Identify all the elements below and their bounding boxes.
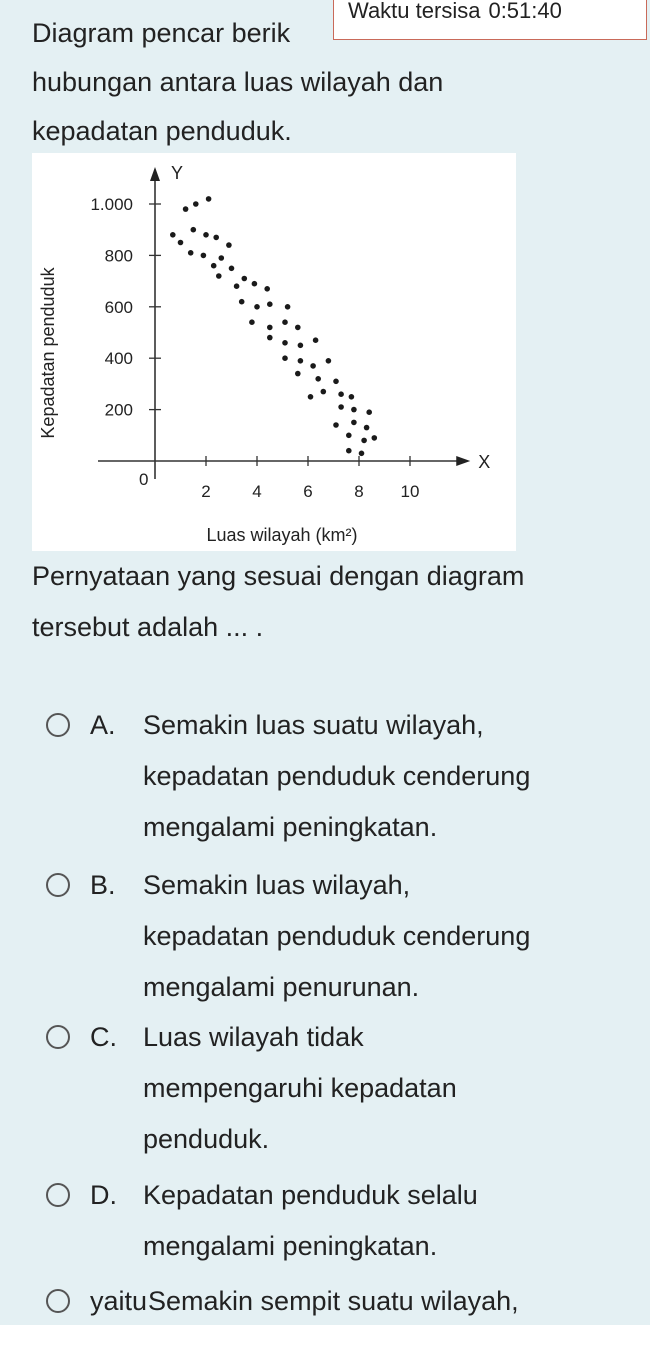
scatter-point bbox=[249, 319, 255, 325]
scatter-point bbox=[338, 391, 344, 397]
question-text-line-3: kepadatan penduduk. bbox=[32, 116, 292, 146]
option-e-line-1: Semakin sempit suatu wilayah, bbox=[148, 1286, 519, 1316]
scatter-point bbox=[191, 227, 197, 233]
x-axis-letter: X bbox=[478, 452, 491, 472]
scatter-point bbox=[285, 304, 291, 310]
scatter-point bbox=[264, 286, 270, 292]
scatter-point bbox=[229, 266, 235, 272]
x-tick-label: 8 bbox=[354, 482, 364, 501]
option-a-line-1: Semakin luas suatu wilayah, bbox=[143, 710, 484, 740]
scatter-point bbox=[178, 240, 184, 246]
option-d-letter: D. bbox=[90, 1180, 117, 1210]
scatter-point bbox=[219, 255, 225, 261]
option-d-radio[interactable] bbox=[46, 1183, 70, 1207]
question-text-line-5: tersebut adalah ... . bbox=[32, 612, 264, 642]
scatter-point bbox=[193, 201, 199, 207]
x-axis-label: Luas wilayah (km²) bbox=[206, 525, 358, 545]
question-text-line-2: hubungan antara luas wilayah dan bbox=[32, 67, 444, 97]
x-tick-label: 10 bbox=[400, 482, 420, 501]
timer-label: Waktu tersisa 0:51:40 bbox=[348, 0, 562, 23]
scatter-point bbox=[183, 206, 189, 212]
scatter-chart-svg bbox=[32, 153, 516, 551]
scatter-point bbox=[295, 325, 301, 331]
y-tick-label: 600 bbox=[104, 297, 133, 317]
option-c-letter: C. bbox=[90, 1022, 117, 1052]
scatter-point bbox=[361, 438, 367, 444]
scatter-point bbox=[333, 422, 339, 428]
option-a-radio[interactable] bbox=[46, 713, 70, 737]
option-b-radio[interactable] bbox=[46, 873, 70, 897]
option-d-line-1: Kepadatan penduduk selalu bbox=[143, 1180, 478, 1210]
scatter-point bbox=[267, 325, 273, 331]
scatter-point bbox=[321, 389, 327, 395]
option-b-line-3: mengalami penurunan. bbox=[143, 972, 420, 1002]
y-axis-label: Kepadatan penduduk bbox=[38, 267, 58, 439]
scatter-point bbox=[351, 420, 357, 426]
scatter-point bbox=[242, 276, 248, 282]
scatter-point bbox=[252, 281, 258, 287]
option-a-line-2: kepadatan penduduk cenderung bbox=[143, 761, 531, 791]
scatter-point bbox=[298, 358, 304, 364]
origin-label: 0 bbox=[139, 470, 149, 489]
scatter-point bbox=[310, 363, 316, 369]
y-tick-label: 200 bbox=[104, 400, 133, 420]
scatter-point bbox=[282, 355, 288, 361]
x-tick-label: 6 bbox=[303, 482, 313, 501]
scatter-point bbox=[346, 448, 352, 454]
scatter-point bbox=[338, 404, 344, 410]
scatter-point bbox=[203, 232, 209, 238]
y-tick-label: 400 bbox=[104, 349, 133, 369]
option-d-line-2: mengalami peningkatan. bbox=[143, 1231, 438, 1261]
scatter-point bbox=[351, 407, 357, 413]
scatter-point bbox=[282, 340, 288, 346]
option-e-radio[interactable] bbox=[46, 1289, 70, 1313]
timer-box bbox=[333, 0, 647, 40]
scatter-point bbox=[254, 304, 260, 310]
scatter-chart bbox=[32, 153, 516, 551]
scatter-point bbox=[201, 253, 207, 259]
option-b-line-2: kepadatan penduduk cenderung bbox=[143, 921, 531, 951]
y-axis-letter: Y bbox=[171, 163, 184, 183]
scatter-point bbox=[206, 196, 212, 202]
scatter-point bbox=[226, 242, 232, 248]
question-text-line-1: Diagram pencar berik bbox=[32, 18, 291, 48]
scatter-point bbox=[234, 283, 240, 289]
scatter-point bbox=[295, 371, 301, 377]
y-tick-label: 800 bbox=[104, 246, 133, 266]
scatter-point bbox=[315, 376, 321, 382]
option-a-letter: A. bbox=[90, 710, 116, 740]
x-axis-arrow bbox=[456, 456, 470, 466]
scatter-point bbox=[239, 299, 245, 305]
scatter-point bbox=[188, 250, 194, 256]
scatter-point bbox=[359, 451, 365, 457]
x-tick-label: 4 bbox=[252, 482, 262, 501]
option-c-line-2: mempengaruhi kepadatan bbox=[143, 1073, 457, 1103]
scatter-point bbox=[298, 343, 304, 349]
scatter-point bbox=[366, 409, 372, 415]
scatter-point bbox=[333, 379, 339, 385]
option-c-line-3: penduduk. bbox=[143, 1124, 270, 1154]
scatter-point bbox=[282, 319, 288, 325]
question-text-line-4: Pernyataan yang sesuai dengan diagram bbox=[32, 561, 525, 591]
scatter-point bbox=[349, 394, 355, 400]
y-tick-label: 1.000 bbox=[90, 195, 133, 214]
scatter-point bbox=[326, 358, 332, 364]
option-c-radio[interactable] bbox=[46, 1025, 70, 1049]
y-axis-arrow bbox=[150, 167, 160, 181]
scatter-point bbox=[267, 335, 273, 341]
timer-value: 0:51:40 bbox=[488, 0, 562, 23]
scatter-point bbox=[213, 235, 219, 241]
scatter-point bbox=[346, 433, 352, 439]
scatter-point bbox=[364, 425, 370, 431]
scatter-point bbox=[308, 394, 314, 400]
scatter-point bbox=[211, 263, 217, 269]
option-e-letter: yaitu bbox=[90, 1286, 148, 1316]
scatter-point bbox=[372, 435, 378, 441]
option-a-line-3: mengalami peningkatan. bbox=[143, 812, 438, 842]
scatter-point bbox=[267, 301, 273, 307]
scatter-point bbox=[313, 337, 319, 343]
option-b-letter: B. bbox=[90, 870, 116, 900]
scatter-point bbox=[170, 232, 176, 238]
x-tick-label: 2 bbox=[201, 482, 211, 501]
option-c-line-1: Luas wilayah tidak bbox=[143, 1022, 364, 1052]
scatter-point bbox=[216, 273, 222, 279]
option-b-line-1: Semakin luas wilayah, bbox=[143, 870, 411, 900]
